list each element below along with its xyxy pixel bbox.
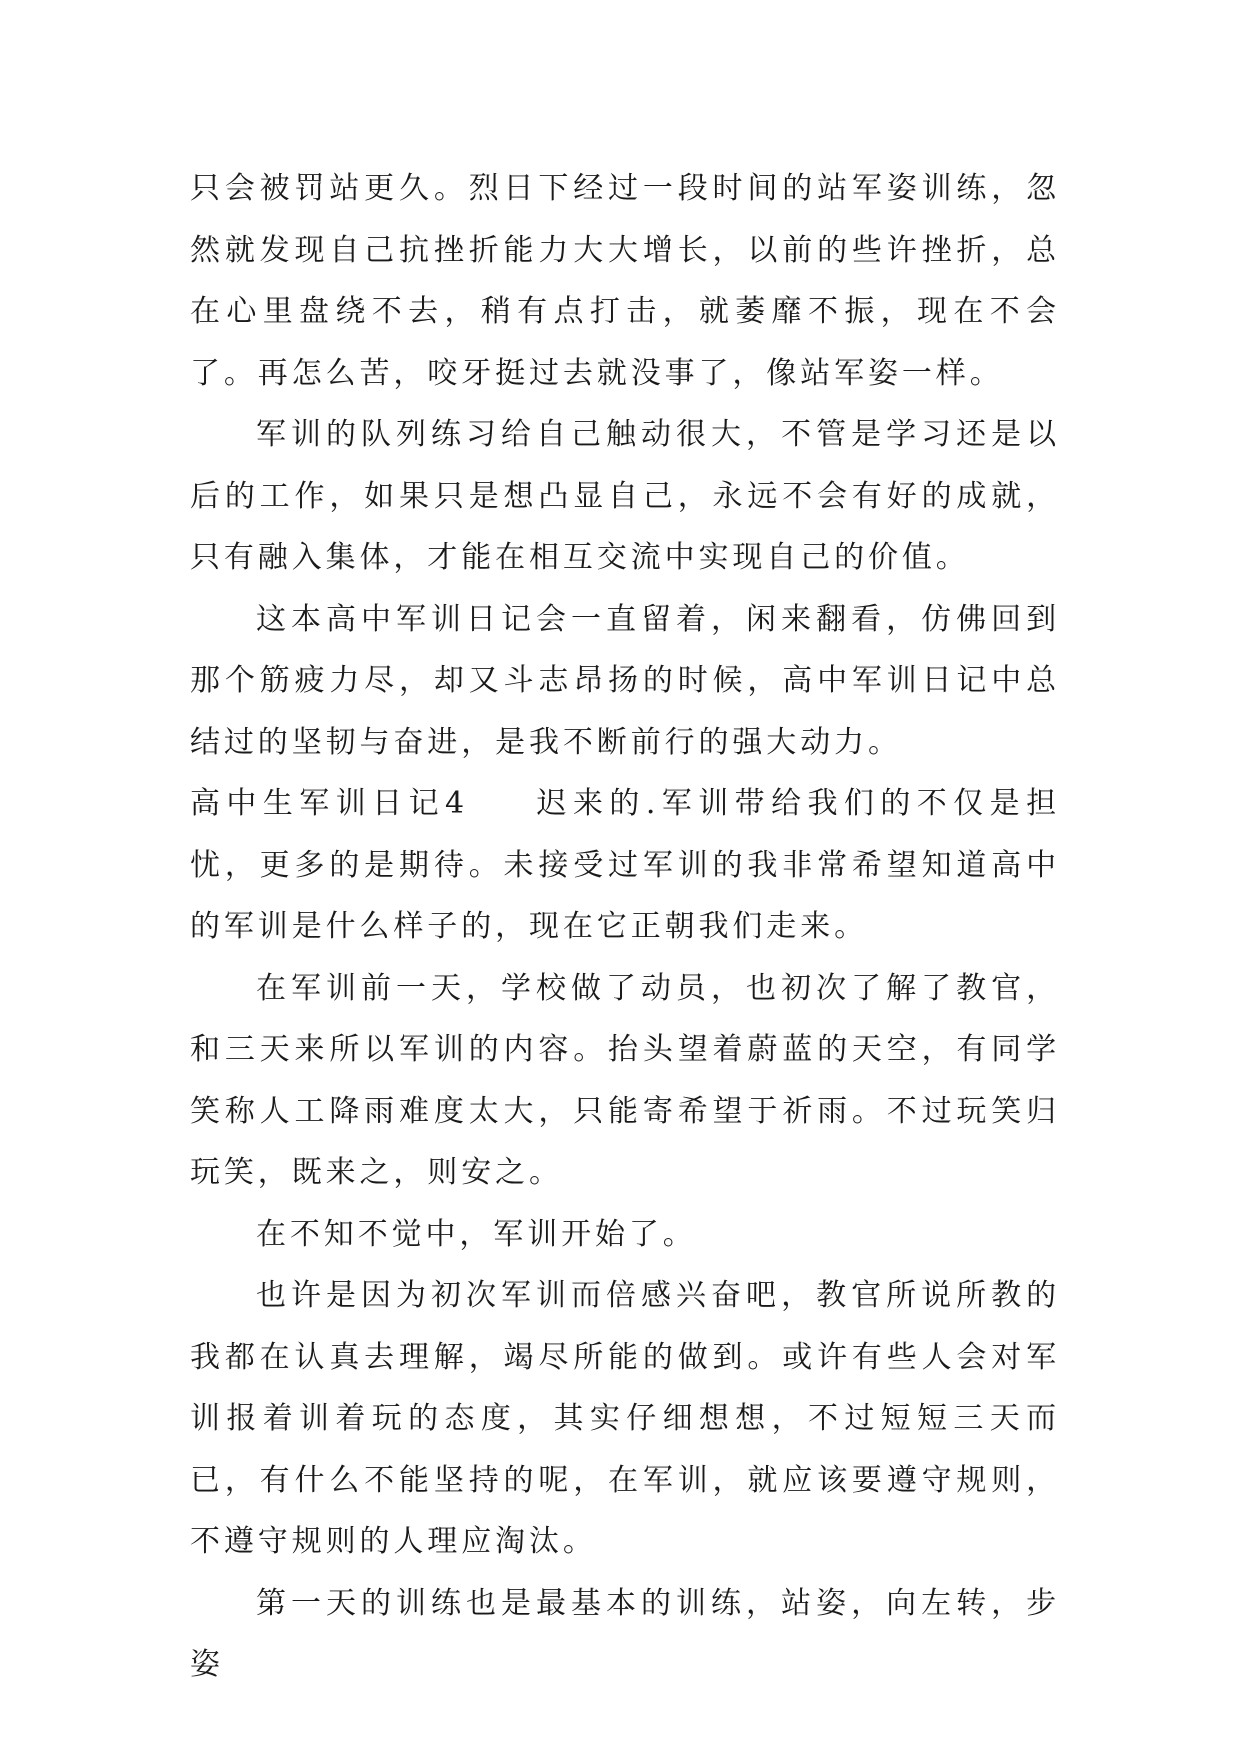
paragraph-3: 这本高中军训日记会一直留着，闲来翻看，仿佛回到那个筋疲力尽，却又斗志昂扬的时候，高中军训日记中总结过的坚韧与奋进，是我不断前行的强大动力。 (190, 601, 1060, 760)
paragraph-5: 在军训前一天，学校做了动员，也初次了解了教官，和三天来所以军训的内容。抬头望着蔚蓝的天空，有同学笑称人工降雨难度太大，只能寄希望于祈雨。不过玩笑归玩笑，既来之，则安之。 (190, 970, 1060, 1190)
paragraph-1: 只会被罚站更久。烈日下经过一段时间的站军姿训练，忽然就发现自己抗挫折能力大大增长，以前的些许挫折，总在心里盘绕不去，稍有点打击，就萎靡不振，现在不会了。再怎么苦，咬牙挺过去就没事了，像站军姿一样。 (190, 171, 1060, 391)
paragraph-6: 在不知不觉中，军训开始了。 (256, 1216, 697, 1252)
section-heading: 高中生军训日记4 (190, 786, 468, 821)
section-heading-paragraph (190, 773, 1060, 958)
paragraph-8: 第一天的训练也是最基本的训练，站姿，向左转，步姿 (190, 1585, 1060, 1682)
document-page (190, 158, 1060, 1696)
paragraph-2: 军训的队列练习给自己触动很大，不管是学习还是以后的工作，如果只是想凸显自己，永远不会有好的成就，只有融入集体，才能在相互交流中实现自己的价值。 (190, 417, 1060, 575)
paragraph-7: 也许是因为初次军训而倍感兴奋吧，教官所说所教的我都在认真去理解，竭尽所能的做到。或许有些人会对军训报着训着玩的态度，其实仔细想想，不过短短三天而已，有什么不能坚持的呢，在军训，就应该要遵守规则，不遵守规则的人理应淘汰。 (190, 1278, 1060, 1559)
section-first-text: 迟来的.军训带给我们的不仅是担忧，更多的是期待。未接受过军训的我非常希望知道高中的军训是什么样子的，现在它正朝我们走来。 (190, 786, 1060, 944)
